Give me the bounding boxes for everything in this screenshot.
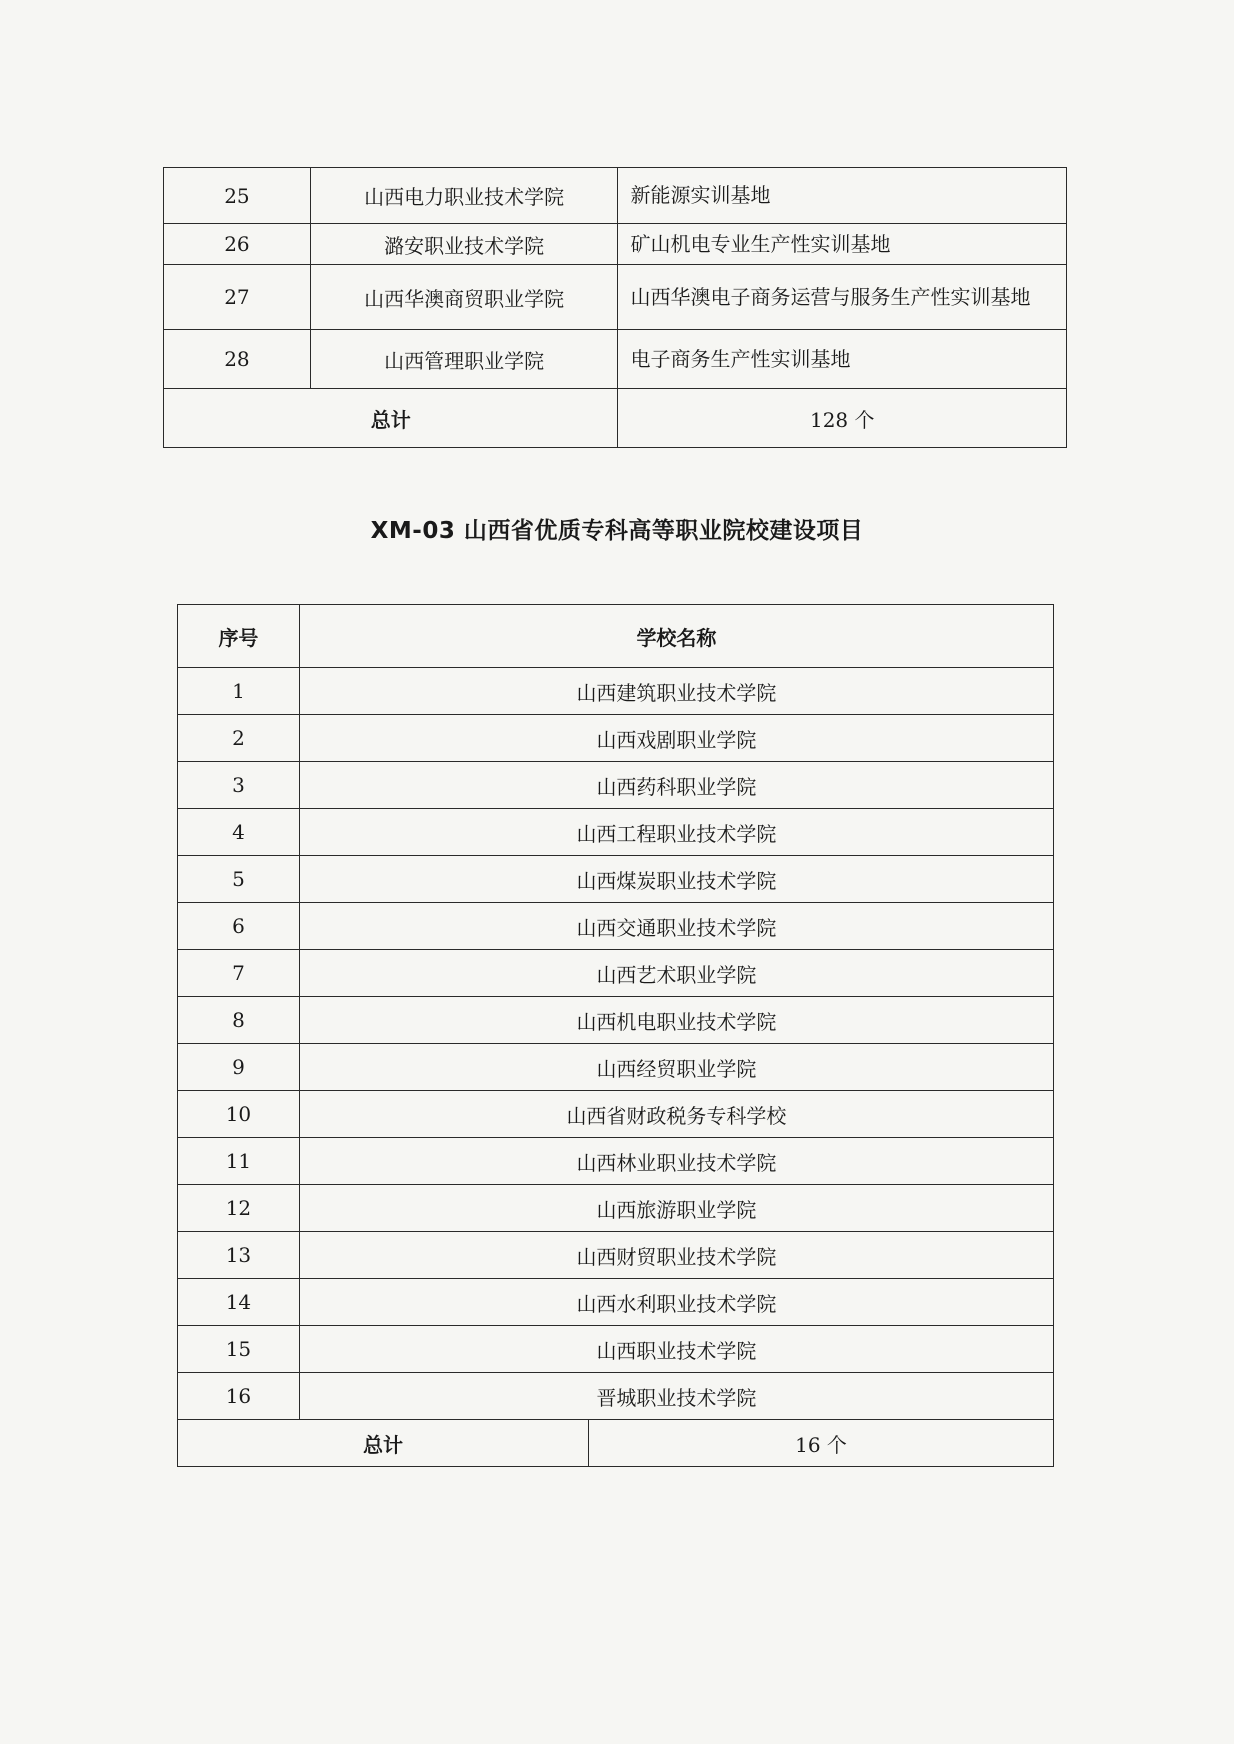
row-number: 8 (178, 997, 300, 1044)
header-row (178, 605, 1054, 668)
table-row (178, 668, 1054, 715)
section-title: XM-03 山西省优质专科高等职业院校建设项目 (370, 518, 864, 544)
total-label: 总计 (178, 1420, 589, 1466)
school-name: 山西煤炭职业技术学院 (299, 856, 1053, 903)
school-name: 山西经贸职业学院 (299, 1044, 1053, 1091)
total-value: 128 个 (618, 389, 1067, 448)
row-number: 16 (178, 1373, 300, 1420)
row-number: 12 (178, 1185, 300, 1232)
row-number: 9 (178, 1044, 300, 1091)
school-name: 山西药科职业学院 (299, 762, 1053, 809)
row-number: 13 (178, 1232, 300, 1279)
row-number: 4 (178, 809, 300, 856)
school-name: 晋城职业技术学院 (299, 1373, 1053, 1420)
row-number: 10 (178, 1091, 300, 1138)
table-row (178, 1185, 1054, 1232)
row-number: 2 (178, 715, 300, 762)
total-row-cell (178, 1420, 1054, 1467)
school-name: 山西交通职业技术学院 (299, 903, 1053, 950)
training-base-name: 电子商务生产性实训基地 (618, 330, 1067, 389)
table-row (178, 1138, 1054, 1185)
total-label: 总计 (164, 389, 618, 448)
row-number: 11 (178, 1138, 300, 1185)
table-row (164, 265, 1067, 330)
table-row (178, 997, 1054, 1044)
school-name: 山西戏剧职业学院 (299, 715, 1053, 762)
table-row (178, 1279, 1054, 1326)
header-number: 序号 (178, 605, 300, 668)
school-name: 山西财贸职业技术学院 (299, 1232, 1053, 1279)
school-name: 山西华澳商贸职业学院 (310, 265, 618, 330)
total-row (164, 389, 1067, 448)
row-number: 14 (178, 1279, 300, 1326)
table-row (164, 168, 1067, 224)
school-name: 山西旅游职业学院 (299, 1185, 1053, 1232)
school-name: 山西职业技术学院 (299, 1326, 1053, 1373)
school-name: 山西建筑职业技术学院 (299, 668, 1053, 715)
row-number: 7 (178, 950, 300, 997)
table-row (178, 809, 1054, 856)
table-row (178, 1326, 1054, 1373)
table-row (164, 224, 1067, 265)
header-school-name: 学校名称 (299, 605, 1053, 668)
table-row (178, 762, 1054, 809)
row-number: 1 (178, 668, 300, 715)
table-row (178, 1044, 1054, 1091)
school-name: 山西工程职业技术学院 (299, 809, 1053, 856)
row-number: 3 (178, 762, 300, 809)
table-row (178, 903, 1054, 950)
row-number: 15 (178, 1326, 300, 1373)
table-row (178, 715, 1054, 762)
school-name: 山西林业职业技术学院 (299, 1138, 1053, 1185)
table-row (178, 950, 1054, 997)
table-row (178, 1232, 1054, 1279)
school-name: 山西省财政税务专科学校 (299, 1091, 1053, 1138)
total-row (178, 1420, 1054, 1467)
school-name: 山西电力职业技术学院 (310, 168, 618, 224)
table-row (164, 330, 1067, 389)
training-base-name: 矿山机电专业生产性实训基地 (618, 224, 1067, 265)
total-value: 16 个 (795, 1432, 847, 1457)
row-number: 6 (178, 903, 300, 950)
table-row (178, 856, 1054, 903)
training-base-name: 山西华澳电子商务运营与服务生产性实训基地 (618, 265, 1067, 330)
school-name: 潞安职业技术学院 (310, 224, 618, 265)
school-name: 山西管理职业学院 (310, 330, 618, 389)
table-row (178, 1373, 1054, 1420)
table-row (178, 1091, 1054, 1138)
school-name: 山西艺术职业学院 (299, 950, 1053, 997)
training-base-name: 新能源实训基地 (618, 168, 1067, 224)
training-base-table (163, 167, 1067, 448)
row-number: 5 (178, 856, 300, 903)
total-inner-row (178, 1420, 1053, 1466)
row-number: 27 (164, 265, 311, 330)
row-number: 28 (164, 330, 311, 389)
row-number: 26 (164, 224, 311, 265)
school-name: 山西机电职业技术学院 (299, 997, 1053, 1044)
total-inner-table (178, 1420, 1053, 1466)
quality-college-table (177, 604, 1054, 1467)
row-number: 25 (164, 168, 311, 224)
school-name: 山西水利职业技术学院 (299, 1279, 1053, 1326)
